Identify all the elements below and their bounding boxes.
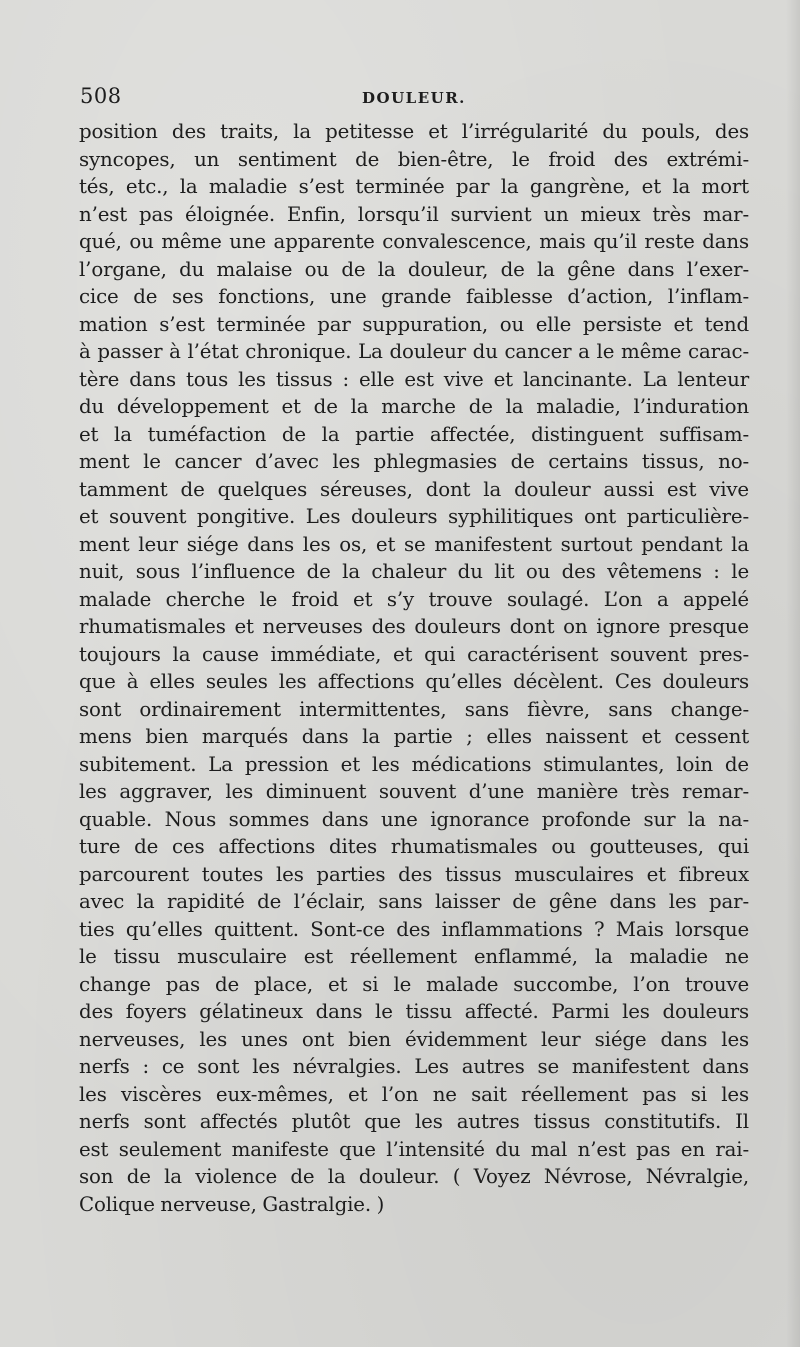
text-line: quable. Nous sommes dans une ignorance profonde sur la na- [79,807,749,831]
text-line: change pas de place, et si le malade succombe, l’on trouve [79,972,749,996]
text-line: ment le cancer d’avec les phlegmasies de certains tissus, no- [79,450,749,473]
text-line: les aggraver, les diminuent souvent d’une manière très remar- [79,780,749,803]
text-line: Colique nerveuse, Gastralgie. ) [79,1192,385,1216]
text-line: le tissu musculaire est réellement enflammé, la maladie ne [79,945,749,968]
text-line: tés, etc., la maladie s’est terminée par la gangrène, et la mort [79,175,749,198]
text-line: subitement. La pression et les médications stimulantes, loin de [79,752,749,776]
text-line: qué, ou même une apparente convalescence, mais qu’il reste dans [79,230,749,253]
text-line: nerfs sont affectés plutôt que les autres tissus constitutifs. Il [79,1110,749,1133]
text-line: des foyers gélatineux dans le tissu affecté. Parmi les douleurs [79,1000,749,1023]
text-line: tamment de quelques séreuses, dont la douleur aussi est vive [79,477,749,501]
text-line: est seulement manifeste que l’intensité du mal n’est pas en rai- [79,1137,749,1161]
text-line: son de la violence de la douleur. ( Voyez Névrose, Névralgie, [79,1165,749,1188]
text-line: ture de ces affections dites rhumatismales ou goutteuses, qui [79,835,749,858]
text-line: et la tuméfaction de la partie affectée, distinguent suffisam- [79,422,749,446]
text-line: sont ordinairement intermittentes, sans fièvre, sans change- [79,697,749,721]
text-line: parcourent toutes les parties des tissus musculaires et fibreux [79,862,749,886]
text-line: cice de ses fonctions, une grande faiblesse d’action, l’inflam- [79,285,749,308]
text-line: malade cherche le froid et s’y trouve soulagé. L’on a appelé [79,587,749,611]
text-line: du développement et de la marche de la maladie, l’induration [79,395,749,418]
text-line: n’est pas éloignée. Enfin, lorsqu’il survient un mieux très mar- [79,202,749,226]
text-line: toujours la cause immédiate, et qui caractérisent souvent pres- [79,642,749,666]
text-line: syncopes, un sentiment de bien-être, le froid des extrémi- [79,147,749,171]
body-text [79,118,749,1218]
text-line: avec la rapidité de l’éclair, sans laisser de gêne dans les par- [79,890,749,913]
text-line: nerfs : ce sont les névralgies. Les autres se manifestent dans [79,1055,749,1078]
text-line: ties qu’elles quittent. Sont-ce des inflammations ? Mais lorsque [79,917,749,941]
page-header [80,84,748,112]
text-line: tère dans tous les tissus : elle est vive et lancinante. La lenteur [79,367,749,391]
text-line: et souvent pongitive. Les douleurs syphilitiques ont particulière- [79,505,749,528]
text-line: l’organe, du malaise ou de la douleur, de la gêne dans l’exer- [79,257,749,281]
page-edge-shadow [786,0,800,1347]
text-line: à passer à l’état chronique. La douleur du cancer a le même carac- [79,340,749,363]
text-line: mation s’est terminée par suppuration, ou elle persiste et tend [79,312,749,336]
text-line: nuit, sous l’influence de la chaleur du lit ou des vêtemens : le [79,560,749,583]
text-line: mens bien marqués dans la partie ; elles naissent et cessent [79,725,749,748]
text-line: nerveuses, les unes ont bien évidemment leur siége dans les [79,1027,749,1051]
running-head: DOULEUR. [362,89,466,107]
text-line: ment leur siége dans les os, et se manifestent surtout pendant la [79,532,749,556]
text-line: position des traits, la petitesse et l’irrégularité du pouls, des [79,120,749,143]
text-line: rhumatismales et nerveuses des douleurs dont on ignore presque [79,615,749,638]
page-number: 508 [80,84,122,108]
text-line: que à elles seules les affections qu’elles décèlent. Ces douleurs [79,670,749,693]
text-line: les viscères eux-mêmes, et l’on ne sait réellement pas si les [79,1082,749,1106]
